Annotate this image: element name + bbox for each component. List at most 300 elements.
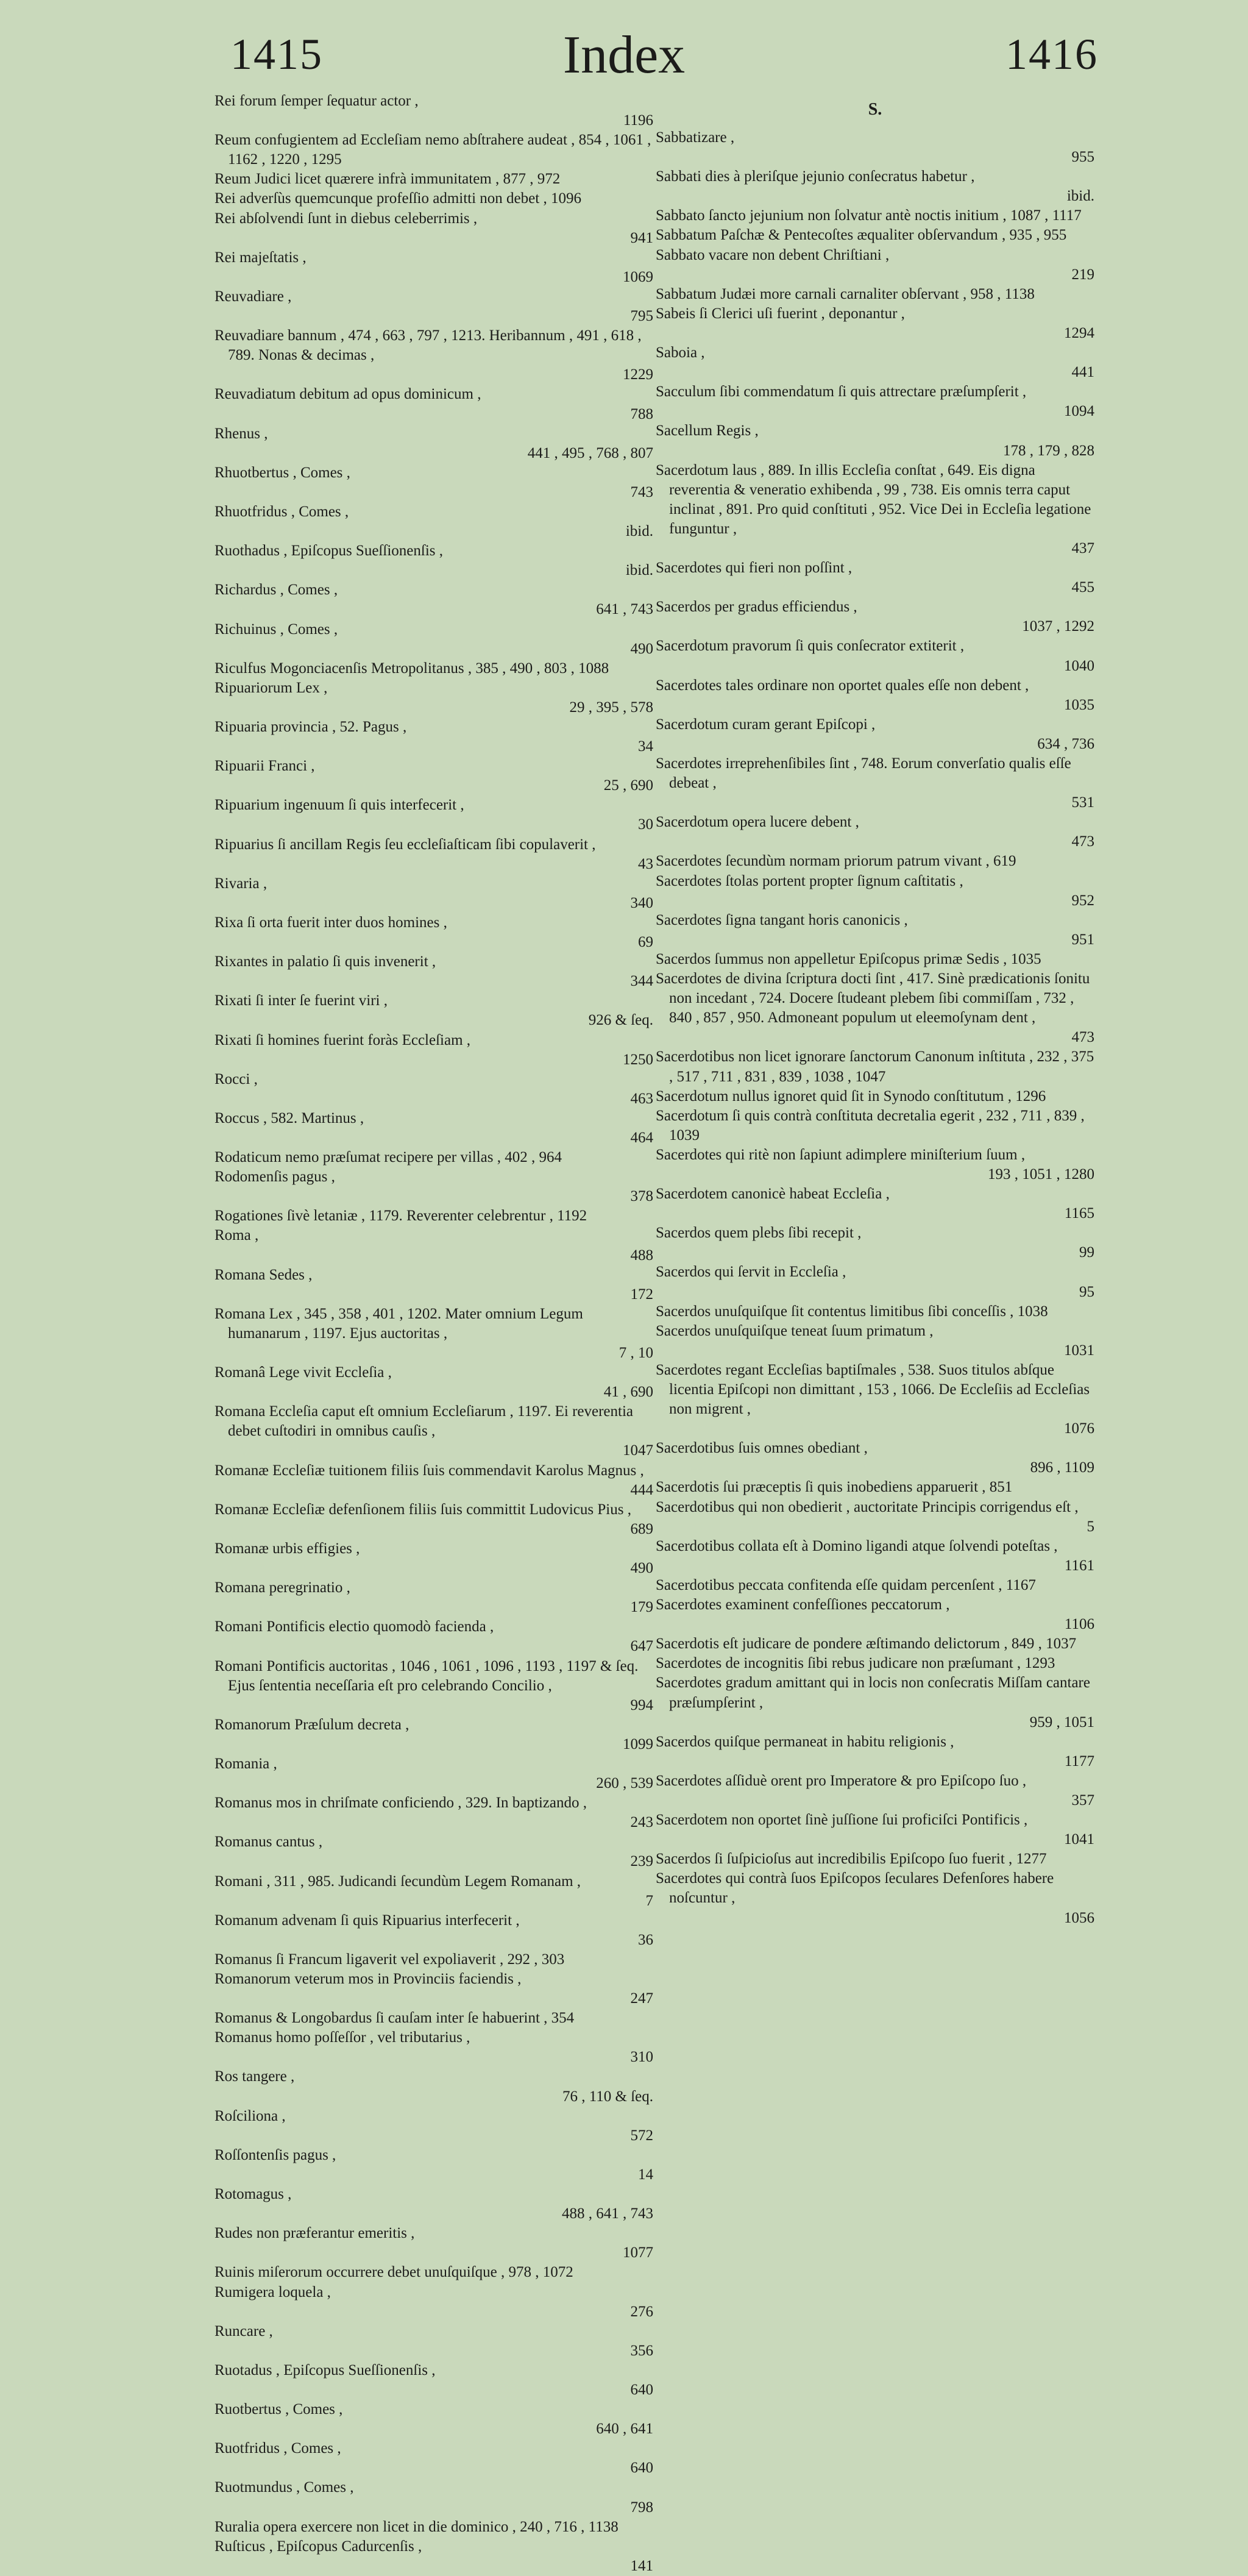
index-entry (214, 659, 653, 678)
index-entry-text: Rocci , (214, 1070, 258, 1087)
index-entry-text: Ripuariorum Lex , (214, 679, 328, 696)
index-entry-refs: 788 (630, 405, 653, 422)
index-entry-text: Ruotbertus , Comes , (214, 2401, 343, 2418)
index-entry-text: Romani Pontificis auctoritas , 1046 , 1061 , 1096 , 1193 , 1197 & ſeq. Ejus ſententia neceſſaria eſt pro celebrando Concilio , (214, 1657, 639, 1694)
index-entry-refs: 14 (638, 2166, 653, 2183)
index-entry (656, 1047, 1094, 1086)
index-entry (214, 1617, 653, 1656)
index-entry-text: Rixantes in palatio ſi quis invenerit , (214, 953, 436, 970)
index-entry (214, 326, 653, 385)
index-entry-text: Romanâ Lege vivit Eccleſia , (214, 1364, 392, 1381)
index-entry-refs: 1077 (623, 2244, 653, 2261)
index-entry-refs: 994 (630, 1696, 653, 1713)
index-entry-text: Sacerdotis ſui præceptis ſi quis inobediens apparuerit , 851 (656, 1479, 1013, 1496)
index-entry-text: Reum Judici licet quærere infrà immunitatem , 877 , 972 (214, 171, 561, 188)
index-entry-text: Romana Sedes , (214, 1266, 313, 1283)
index-entry (656, 1849, 1094, 1869)
index-entry-refs: 1106 (1064, 1616, 1094, 1633)
index-entry-refs: 5 (1087, 1518, 1094, 1535)
index-entry-text: Rei forum ſemper ſequatur actor , (214, 93, 419, 109)
index-entry (656, 715, 1094, 754)
index-entry-refs: 444 (630, 1481, 653, 1498)
index-entry (214, 1793, 653, 1832)
index-entry-refs: 41 , 690 (603, 1384, 653, 1401)
index-entry-refs: 640 (630, 2460, 653, 2477)
index-entry-text: Rogationes ſivè letaniæ , 1179. Reverenter celebrentur , 1192 (214, 1208, 587, 1225)
index-entry-text: Rotomagus , (214, 2186, 292, 2203)
index-entry (214, 169, 653, 189)
index-entry-text: Ripuarii Franci , (214, 758, 315, 775)
index-entry-text: Romanus cantus , (214, 1834, 323, 1851)
index-entry (214, 2439, 653, 2478)
index-entry (214, 189, 653, 208)
index-entry-text: Runcare , (214, 2322, 273, 2339)
index-entry-refs: 247 (630, 1990, 653, 2007)
index-entry (656, 343, 1094, 382)
index-entry-refs: 76 , 110 & ſeq. (562, 2088, 653, 2105)
index-entry-refs: 95 (1079, 1283, 1094, 1300)
right-page-number: 1416 (1005, 30, 1098, 79)
index-entry (656, 969, 1094, 1047)
index-entry-text: Sabeis ſi Clerici uſi fuerint , deponantur , (656, 305, 905, 322)
index-entry-text: Sabbatum Paſchæ & Pentecoſtes æqualiter obſervandum , 935 , 955 (656, 227, 1067, 244)
index-entry-refs: 951 (1071, 931, 1094, 948)
index-entry-text: Rixati ſi homines fuerint foràs Eccleſiam , (214, 1031, 471, 1048)
index-entry (214, 1872, 653, 1911)
index-entry-text: Sacerdotes tales ordinare non oportet quales eſſe non debent , (656, 677, 1029, 694)
index-entry-text: Richardus , Comes , (214, 582, 338, 599)
index-entry-text: Rhuotfridus , Comes , (214, 503, 349, 520)
index-entry-text: Ripuaria provincia , 52. Pagus , (214, 719, 407, 735)
index-entry (214, 1206, 653, 1226)
index-entry-refs: 926 & ſeq. (588, 1012, 653, 1029)
index-entry (214, 2224, 653, 2263)
index-entry (214, 424, 653, 463)
index-entry (656, 911, 1094, 950)
index-entry (656, 285, 1094, 304)
index-entry-text: Sacerdotem non oportet ſinè juſſione ſui proficiſci Pontificis , (656, 1812, 1028, 1829)
index-entry (214, 1167, 653, 1206)
index-entry (214, 1754, 653, 1793)
index-entry-refs: 1294 (1064, 324, 1094, 341)
index-entry-text: Sacerdotes examinent confeſſiones peccatorum , (656, 1596, 950, 1614)
index-entry (656, 167, 1094, 206)
index-entry (214, 678, 653, 717)
index-entry (214, 2107, 653, 2146)
index-entry-text: Rixati ſi inter ſe fuerint viri , (214, 992, 388, 1009)
index-entry-text: Sacerdotibus ſuis omnes obediant , (656, 1440, 868, 1457)
index-entry (214, 795, 653, 834)
index-entry (656, 1654, 1094, 1673)
index-entry (656, 1361, 1094, 1439)
index-entry-refs: 1040 (1064, 657, 1094, 674)
index-entry (656, 421, 1094, 460)
index-entry-refs: 641 , 743 (596, 601, 653, 618)
index-entry-text: Sacerdos unuſquiſque ſit contentus limitibus ſibi conceſſis , 1038 (656, 1303, 1048, 1320)
index-entry-refs: 219 (1071, 266, 1094, 283)
index-entry-text: Sacerdos qui ſervit in Eccleſia , (656, 1264, 846, 1281)
index-entry (214, 2478, 653, 2517)
index-entry (656, 1223, 1094, 1262)
index-entry-text: Sacerdotum ſi quis contrà conſtituta decretalia egerit , 232 , 711 , 839 , 1039 (656, 1107, 1085, 1144)
index-entry-refs: 689 (630, 1520, 653, 1537)
index-entry-text: Sacerdotes qui contrà ſuos Epiſcopos ſeculares Defenſores habere noſcuntur , (656, 1870, 1054, 1907)
index-entry-refs: 30 (638, 816, 653, 833)
index-entry-refs: 340 (630, 894, 653, 911)
index-entry-text: Sacerdotum laus , 889. In illis Eccleſia conſtat , 649. Eis digna reverentia & veneratio exhibenda , 99 , 738. Eis omnis terra caput inclinat , 891. Pro quid conſtituti , 952. Vice Dei in Eccleſia legatione funguntur , (656, 461, 1091, 537)
index-entry (214, 1715, 653, 1754)
index-entry-refs: 239 (630, 1853, 653, 1870)
index-entry-text: Sacerdotes ſigna tangant horis canonicis , (656, 911, 908, 928)
index-entry-text: Sacerdotum curam gerant Epiſcopi , (656, 716, 876, 733)
index-entry-refs: 378 (630, 1188, 653, 1205)
index-entry (214, 2517, 653, 2537)
index-entry-text: Sabbatum Judæi more carnali carnaliter obſervant , 958 , 1138 (656, 285, 1035, 302)
index-entry-text: Rhenus , (214, 425, 268, 442)
index-entry-refs: 1031 (1064, 1342, 1094, 1359)
index-entry-text: Sacerdotum pravorum ſi quis conſecrator extiterit , (656, 638, 965, 655)
index-entry-refs: 437 (1071, 539, 1094, 557)
index-column-left (214, 91, 653, 2576)
index-entry-text: Roſſontenſis pagus , (214, 2146, 336, 2163)
index-entry-text: Rudes non præferantur emeritis , (214, 2225, 415, 2242)
index-entry-text: Sacerdotibus non licet ignorare ſanctorum Canonum inſtituta , 232 , 375 , 517 , 711 , 831 , 839 , 1038 , 1047 (656, 1048, 1094, 1085)
index-entry-refs: 463 (630, 1090, 653, 1107)
index-entry (656, 1302, 1094, 1322)
index-entry-refs: 1094 (1064, 403, 1094, 420)
index-entry-text: Roccus , 582. Martinus , (214, 1109, 364, 1126)
index-entry (214, 1265, 653, 1304)
index-entry-refs: 34 (638, 738, 653, 755)
index-entry (656, 1576, 1094, 1595)
index-entry-text: Romana Eccleſia caput eſt omnium Eccleſiarum , 1197. Ei reverentia debet cuſtodiri in omnibus cauſis , (214, 1403, 633, 1440)
index-entry (214, 2263, 653, 2282)
index-entry-text: Rhuotbertus , Comes , (214, 464, 350, 481)
index-entry-text: Sabbati dies à pleriſque jejunio conſecratus habetur , (656, 168, 975, 185)
index-entry (214, 2146, 653, 2185)
index-entry-refs: 36 (638, 1931, 653, 1948)
index-entry (214, 991, 653, 1030)
index-entry (656, 1732, 1094, 1771)
index-entry-refs: 141 (630, 2557, 653, 2574)
index-entry-text: Ripuarium ingenuum ſi quis interfecerit , (214, 797, 464, 814)
index-entry (214, 1461, 653, 1500)
index-entry-refs: 172 (630, 1286, 653, 1303)
index-entry-refs: 1056 (1064, 1909, 1094, 1926)
index-entry-text: Sacerdotis eſt judicare de pondere æſtimando delictorum , 849 , 1037 (656, 1635, 1077, 1653)
index-entry-text: Sacculum ſibi commendatum ſi quis attrectare præſumpſerit , (656, 383, 1027, 400)
index-entry-refs: 25 , 690 (603, 777, 653, 794)
index-entry-text: Sacerdotes aſſiduè orent pro Imperatore & pro Epiſcopo ſuo , (656, 1772, 1027, 1789)
index-entry (214, 1402, 653, 1461)
index-entry-text: Saboia , (656, 344, 705, 361)
index-entry (214, 580, 653, 619)
index-entry (214, 91, 653, 130)
index-entry (656, 304, 1094, 343)
index-entry-text: Romanæ Eccleſiæ defenſionem filiis ſuis committit Ludovicus Pius , (214, 1501, 631, 1518)
index-entry-refs: 179 (630, 1599, 653, 1616)
index-entry-text: Sabbato vacare non debent Chriſtiani , (656, 246, 890, 263)
index-entry-text: Riculfus Mogonciacenſis Metropolitanus , 385 , 490 , 803 , 1088 (214, 660, 609, 677)
index-entry-refs: 473 (1071, 1029, 1094, 1046)
index-entry-refs: 7 , 10 (619, 1345, 653, 1361)
index-entry-text: Sacerdotes de incognitis ſibi rebus judicare non præſumant , 1293 (656, 1655, 1055, 1672)
index-entry-text: Romana peregrinatio , (214, 1579, 350, 1596)
index-entry (214, 1539, 653, 1578)
index-entry (214, 874, 653, 913)
index-entry-refs: 488 (630, 1247, 653, 1264)
index-entry-refs: ibid. (1066, 188, 1094, 205)
index-entry (656, 1869, 1094, 1927)
index-entry-text: Ruotfridus , Comes , (214, 2440, 341, 2457)
section-letter: S. (868, 100, 882, 119)
index-entry-text: Sacerdos ſi ſuſpicioſus aut incredibilis Epiſcopo ſuo fuerit , 1277 (656, 1851, 1047, 1868)
index-entry-refs: 1165 (1064, 1205, 1094, 1222)
index-entry (214, 1500, 653, 1539)
index-entry-text: Sacellum Regis , (656, 422, 759, 439)
index-entry-refs: 647 (630, 1638, 653, 1655)
index-entry-refs: 69 (638, 934, 653, 951)
page-title: Index (562, 26, 686, 85)
index-entry-refs: 640 , 641 (596, 2421, 653, 2438)
index-entry (214, 463, 653, 502)
index-entry (214, 1363, 653, 1402)
index-entry (214, 130, 653, 169)
index-entry (656, 1322, 1094, 1361)
index-entry (656, 1537, 1094, 1576)
index-column-right (656, 91, 1094, 1928)
index-entry (214, 1657, 653, 1715)
index-entry (656, 226, 1094, 245)
index-entry-text: Sacerdotibus peccata confitenda eſſe quidam percenſent , 1167 (656, 1576, 1036, 1593)
index-entry-text: Roſciliona , (214, 2107, 286, 2124)
index-entry-text: Romani , 311 , 985. Judicandi ſecundùm Legem Romanam , (214, 1873, 581, 1890)
index-entry-text: Rei majeſtatis , (214, 249, 307, 266)
index-entry-refs: ibid. (625, 523, 653, 540)
index-entry-text: Rei abſolvendi ſunt in diebus celeberrimis , (214, 210, 478, 227)
index-entry (214, 1070, 653, 1109)
index-entry-text: Sacerdotibus collata eſt à Domino ligandi atque ſolvendi poteſtas , (656, 1537, 1058, 1554)
index-entry (214, 1109, 653, 1148)
index-entry-text: Sacerdotes regant Eccleſias baptiſmales , 538. Suos titulos abſque licentia Epiſcopi non dimittant , 153 , 1066. De Eccleſiis ad Eccleſias non migrent , (656, 1361, 1090, 1418)
index-entry (656, 558, 1094, 597)
index-entry-text: Rivaria , (214, 875, 268, 892)
index-entry (656, 1634, 1094, 1654)
index-entry-text: Ruotmundus , Comes , (214, 2479, 354, 2496)
index-entry (214, 1832, 653, 1871)
index-entry-text: Romana Lex , 345 , 358 , 401 , 1202. Mater omnium Legum humanarum , 1197. Ejus auctoritas , (214, 1305, 583, 1342)
index-entry-text: Romanus homo poſſeſſor , vel tributarius , (214, 2029, 470, 2046)
index-entry-refs: 490 (630, 1560, 653, 1577)
index-entry-text: Ruſticus , Epiſcopus Cadurcenſis , (214, 2538, 422, 2555)
index-entries-right (656, 128, 1094, 1928)
index-entry (214, 1304, 653, 1363)
index-entry-text: Sacerdos quiſque permaneat in habitu religionis , (656, 1733, 954, 1750)
index-entry-text: Sacerdotes qui ritè non ſapiunt adimplere miniſterium ſuum , (656, 1146, 1026, 1163)
index-entry (214, 2283, 653, 2322)
index-entry-text: Sacerdotes irreprehenſibiles ſint , 748. Eorum converſatio qualis eſſe debeat , (656, 755, 1071, 792)
index-entry (656, 636, 1094, 675)
index-entry-text: Rumigera loquela , (214, 2283, 331, 2300)
index-entry-refs: 952 (1071, 892, 1094, 909)
index-entry-refs: 455 (1071, 579, 1094, 596)
index-entry-text: Roma , (214, 1227, 259, 1244)
index-entry (214, 2028, 653, 2067)
index-entry-text: Sabbato ſancto jejunium non ſolvatur antè noctis initium , 1087 , 1117 (656, 207, 1082, 224)
index-entry-refs: 464 (630, 1129, 653, 1146)
index-entry-refs: 896 , 1109 (1030, 1459, 1094, 1476)
index-entry-text: Romanorum Præſulum decreta , (214, 1716, 410, 1733)
index-entry-text: Sabbatizare , (656, 129, 735, 146)
index-entry (656, 1087, 1094, 1106)
index-entry-text: Reum confugientem ad Eccleſiam nemo abſtrahere audeat , 854 , 1061 , 1162 , 1220 , 1295 (214, 132, 651, 168)
index-entry (656, 852, 1094, 871)
index-entry (656, 754, 1094, 813)
index-entry (656, 872, 1094, 911)
index-entry-text: Sacerdos ſummus non appelletur Epiſcopus primæ Sedis , 1035 (656, 950, 1041, 967)
index-entry-refs: 1161 (1064, 1557, 1094, 1574)
index-entry (214, 2322, 653, 2361)
index-entry-text: Sacerdotes qui fieri non poſſint , (656, 560, 853, 577)
index-entry (214, 756, 653, 795)
index-entry (656, 1184, 1094, 1223)
index-entry (214, 952, 653, 991)
index-entry (656, 1771, 1094, 1810)
index-entry (656, 950, 1094, 969)
index-entry-text: Romanum advenam ſi quis Ripuarius interfecerit , (214, 1912, 520, 1929)
index-entry-text: Sacerdotem canonicè habeat Eccleſia , (656, 1186, 890, 1203)
index-entry-refs: 531 (1071, 794, 1094, 811)
index-entry-text: Sacerdotes de divina ſcriptura docti ſint , 417. Sinè prædicationis ſonitu non incedant , 724. Docere ſtudeant plebem ſibi commiſſam , 732 , 840 , 857 , 950. Admoneant populum ut eleemoſynam dent , (656, 970, 1090, 1026)
index-entry-text: Romanus & Longobardus ſi cauſam inter ſe habuerint , 354 (214, 2010, 575, 2027)
index-entry (214, 287, 653, 326)
index-entry-text: Ruotadus , Epiſcopus Sueſſionenſis , (214, 2361, 436, 2379)
index-entry-text: Rodomenſis pagus , (214, 1169, 335, 1186)
index-entry-refs: 640 (630, 2381, 653, 2398)
index-entry (214, 2067, 653, 2106)
index-entry (214, 835, 653, 874)
index-entry (656, 461, 1094, 558)
index-entry (214, 385, 653, 424)
index-entry-refs: 441 , 495 , 768 , 807 (527, 444, 653, 461)
index-entry (656, 597, 1094, 636)
index-entry-text: Sacerdos quem plebs ſibi recepit , (656, 1225, 862, 1242)
index-entry (214, 502, 653, 541)
index-entry-refs: 473 (1071, 833, 1094, 850)
index-entry (214, 1148, 653, 1167)
index-entry (214, 2185, 653, 2224)
index-entry-refs: 743 (630, 483, 653, 500)
index-entry-text: Sacerdotes ſtolas portent propter ſignum caſtitatis , (656, 872, 963, 889)
index-entry-text: Richuinus , Comes , (214, 621, 338, 638)
index-entry (214, 2008, 653, 2028)
index-entry (656, 1673, 1094, 1732)
index-entry-refs: 1099 (623, 1735, 653, 1752)
index-entry-text: Reuvadiatum debitum ad opus dominicum , (214, 386, 481, 403)
index-entry-text: Romanorum veterum mos in Provinciis faciendis , (214, 1971, 522, 1987)
index-entry (214, 1911, 653, 1950)
index-entry-refs: 1047 (623, 1442, 653, 1459)
index-entry-text: Ruralia opera exercere non licet in die dominico , 240 , 716 , 1138 (214, 2518, 619, 2535)
index-entry-refs: 795 (630, 308, 653, 325)
index-entry (656, 1145, 1094, 1184)
index-entry (214, 248, 653, 287)
index-entry-refs: 441 (1071, 364, 1094, 381)
index-entry-refs: 1041 (1064, 1831, 1094, 1848)
index-entry (214, 2400, 653, 2439)
index-entry (214, 1950, 653, 1969)
index-entry-refs: 955 (1071, 149, 1094, 166)
index-entry-refs: 1196 (623, 112, 653, 129)
index-entry-refs: 1076 (1064, 1420, 1094, 1437)
index-entry-text: Rixa ſi orta fuerit inter duos homines , (214, 914, 447, 931)
index-entry-text: Romanus ſi Francum ligaverit vel expoliaverit , 292 , 303 (214, 1951, 565, 1968)
index-entry (656, 1810, 1094, 1849)
index-entry-refs: 344 (630, 973, 653, 990)
index-entry-refs: 178 , 179 , 828 (1003, 442, 1094, 459)
index-entry (656, 813, 1094, 852)
index-entry (656, 206, 1094, 226)
index-entry-text: Ripuarius ſi ancillam Regis ſeu eccleſiaſticam ſibi copulaverit , (214, 836, 596, 853)
index-entry-refs: 29 , 395 , 578 (569, 699, 653, 716)
index-entry-refs: 260 , 539 (596, 1775, 653, 1792)
index-entry-text: Ruothadus , Epiſcopus Sueſſionenſis , (214, 543, 443, 560)
index-entry (656, 1595, 1094, 1634)
index-entry-refs: 356 (630, 2342, 653, 2359)
index-entry-refs: 572 (630, 2127, 653, 2144)
index-entry-text: Sacerdotum nullus ignoret quid ſit in Synodo conſtitutum , 1296 (656, 1087, 1046, 1105)
index-entry (656, 1498, 1094, 1537)
index-entry-text: Sacerdotes gradum amittant qui in locis non conſecratis Miſſam cantare præſumpſerint , (656, 1674, 1090, 1711)
index-entry (656, 676, 1094, 715)
index-entry (214, 717, 653, 756)
index-entry-refs: ibid. (625, 562, 653, 579)
index-entry-text: Sacerdotibus qui non obedierit , auctoritate Principis corrigendus eſt , (656, 1498, 1079, 1515)
index-entry-text: Romanæ Eccleſiæ tuitionem filiis ſuis commendavit Karolus Magnus , (214, 1462, 644, 1479)
index-entry (214, 2361, 653, 2400)
index-entry (214, 541, 653, 580)
index-entry-refs: 99 (1079, 1244, 1094, 1261)
index-entry (656, 128, 1094, 167)
index-entry-refs: 798 (630, 2499, 653, 2516)
index-entry (656, 382, 1094, 421)
index-entry (214, 1578, 653, 1617)
index-entry-refs: 1069 (623, 268, 653, 285)
index-entry (214, 1031, 653, 1070)
index-entry (656, 1439, 1094, 1478)
index-entry (214, 209, 653, 248)
index-entry-refs: 488 , 641 , 743 (562, 2205, 653, 2222)
index-entry (656, 1262, 1094, 1301)
index-entry-refs: 43 (638, 855, 653, 872)
left-page-number: 1415 (230, 30, 323, 79)
index-entry-text: Reuvadiare bannum , 474 , 663 , 797 , 1213. Heribannum , 491 , 618 , 789. Nonas & decimas , (214, 327, 642, 364)
index-entry-text: Reuvadiare , (214, 288, 292, 305)
index-entry (656, 1106, 1094, 1145)
index-entry-text: Sacerdotum opera lucere debent , (656, 814, 859, 831)
index-entry-text: Romanus mos in chriſmate conficiendo , 329. In baptizando , (214, 1795, 587, 1812)
index-entry (656, 246, 1094, 285)
index-entry-text: Rodaticum nemo præſumat recipere per villas , 402 , 964 (214, 1149, 562, 1166)
index-entry-text: Ros tangere , (214, 2068, 295, 2085)
index-entry-text: Rei adverſùs quemcunque profeſſio admitti non debet , 1096 (214, 190, 581, 207)
index-entry (214, 1969, 653, 2008)
index-entry-refs: 941 (630, 229, 653, 246)
index-entry-text: Sacerdos unuſquiſque teneat ſuum primatum , (656, 1322, 934, 1339)
index-entry-refs: 959 , 1051 (1029, 1713, 1094, 1731)
index-entry-refs: 490 (630, 640, 653, 657)
index-entry-refs: 193 , 1051 , 1280 (988, 1165, 1094, 1183)
